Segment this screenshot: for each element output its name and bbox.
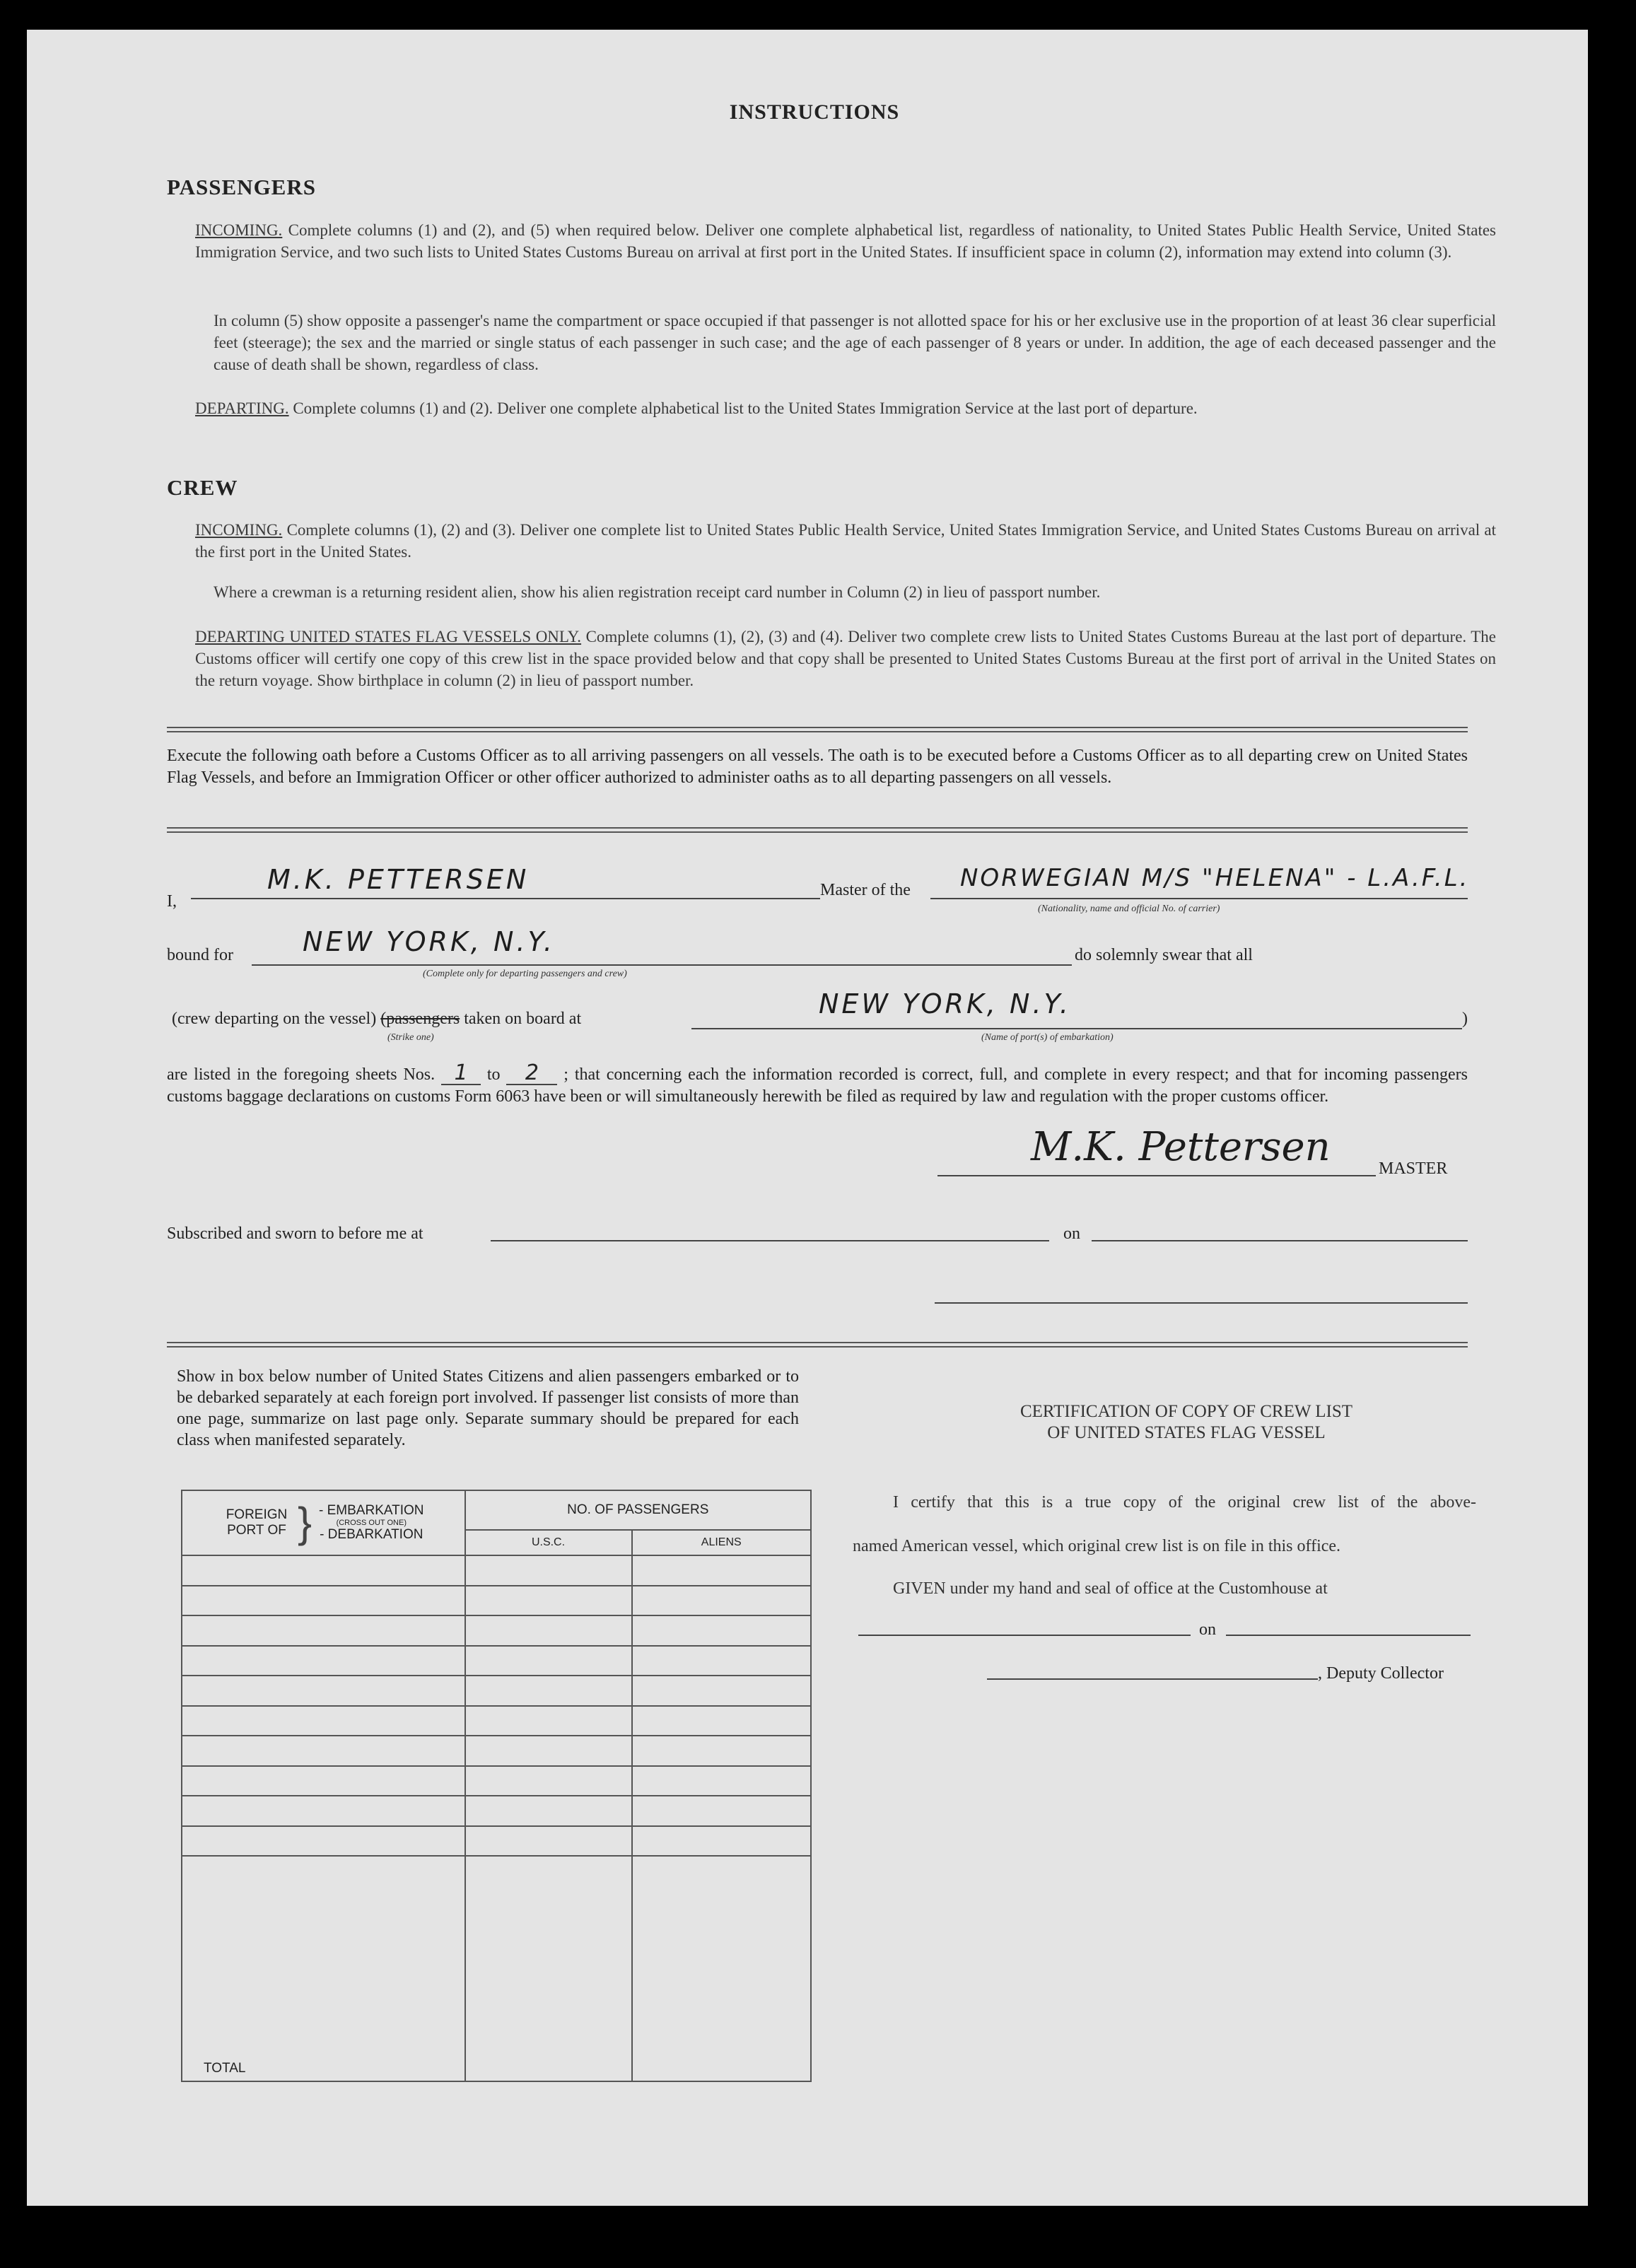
- strike-one-caption: (Strike one): [387, 1032, 434, 1043]
- port-embarkation-value: NEW YORK, N.Y.: [819, 988, 1071, 1019]
- crew-option-label: (crew departing on the vessel): [172, 1010, 377, 1028]
- table-row[interactable]: [182, 1766, 811, 1796]
- usc-cell[interactable]: [465, 1736, 632, 1766]
- usc-cell[interactable]: [465, 1766, 632, 1796]
- aliens-header: ALIENS: [632, 1530, 812, 1555]
- bound-for-caption: (Complete only for departing passengers and crew): [423, 969, 627, 979]
- usc-cell[interactable]: [465, 1796, 632, 1826]
- passengers-struck-option: (passengers: [380, 1010, 460, 1028]
- bound-for-value: NEW YORK, N.Y.: [303, 926, 555, 957]
- usc-cell[interactable]: [465, 1586, 632, 1616]
- vessel-field[interactable]: [930, 898, 1468, 899]
- master-label: MASTER: [1379, 1159, 1448, 1178]
- section-divider: [167, 727, 1468, 732]
- table-row[interactable]: [182, 1826, 811, 1857]
- port-caption: (Name of port(s) of embarkation): [981, 1032, 1114, 1043]
- swear-label: do solemnly swear that all: [1075, 946, 1253, 964]
- usc-header: U.S.C.: [465, 1530, 632, 1555]
- crew-incoming-text: Complete columns (1), (2) and (3). Deliver one complete list to United States Public Health Service, United States Immigration Service, and United States Customs Bureau on arrival at the first port in the United States.: [195, 521, 1497, 561]
- master-name-field[interactable]: [191, 898, 820, 899]
- table-row[interactable]: [182, 1736, 811, 1766]
- sworn-on-label: on: [1063, 1224, 1080, 1243]
- certification-text-3: GIVEN under my hand and seal of office at the Customhouse at: [893, 1579, 1328, 1598]
- crew-heading: CREW: [167, 475, 238, 500]
- table-row[interactable]: [182, 1796, 811, 1826]
- aliens-cell[interactable]: [632, 1586, 812, 1616]
- certification-text-1: I certify that this is a true copy of the original crew list of the above-: [893, 1493, 1476, 1512]
- taken-on-board-label: taken on board at: [464, 1010, 582, 1028]
- aliens-cell[interactable]: [632, 1646, 812, 1676]
- usc-total-cell[interactable]: [465, 1856, 632, 2081]
- aliens-cell[interactable]: [632, 1676, 812, 1706]
- passengers-incoming-instruction: [195, 219, 1496, 263]
- bound-for-field[interactable]: [252, 964, 1072, 966]
- debarkation-label: - DEBARKATION: [320, 1527, 423, 1542]
- close-paren: ): [1462, 1010, 1468, 1028]
- port-cell[interactable]: [182, 1796, 465, 1826]
- deputy-collector-signature-field[interactable]: [987, 1678, 1318, 1680]
- section-divider: [167, 827, 1468, 833]
- crew-departing-option: [172, 1010, 581, 1029]
- usc-cell[interactable]: [465, 1706, 632, 1736]
- table-row[interactable]: [182, 1706, 811, 1736]
- master-signature: M.K. Pettersen: [1031, 1124, 1331, 1170]
- passengers-heading: PASSENGERS: [167, 175, 316, 199]
- port-cell[interactable]: [182, 1586, 465, 1616]
- aliens-cell[interactable]: [632, 1555, 812, 1586]
- oath-instruction: Execute the following oath before a Customs Officer as to all arriving passengers on all vessels. The oath is to be executed before a Customs Officer as to all departing crew on United States Flag Vessels, and before an Immigration Officer or other officer authorized to administer oaths as to all departing passengers on all vessels.: [167, 747, 1468, 787]
- aliens-cell[interactable]: [632, 1615, 812, 1646]
- vessel-value: NORWEGIAN M/S "HELENA" - L.A.F.L.: [960, 864, 1470, 892]
- form-page: [27, 30, 1588, 2206]
- port-cell[interactable]: [182, 1826, 465, 1857]
- total-label: TOTAL: [182, 1856, 465, 2081]
- port-cell[interactable]: [182, 1676, 465, 1706]
- crew-departing-instruction: [195, 626, 1496, 691]
- page-title: INSTRUCTIONS: [729, 100, 900, 124]
- passengers-incoming-text: Complete columns (1) and (2), and (5) when required below. Deliver one complete alphabetical list, regardless of nationality, to United States Public Health Service, United States Immigration Service, and two such lists to United States Customs Bureau on arrival at first port in the United States. If insufficient space in column (2), information may extend into column (3).: [195, 221, 1496, 261]
- crew-departing-label: DEPARTING UNITED STATES FLAG VESSELS ONLY.: [195, 628, 582, 645]
- aliens-cell[interactable]: [632, 1766, 812, 1796]
- sheets-statement: [167, 1062, 1468, 1108]
- foreign-port-of-label: FOREIGN PORT OF: [226, 1507, 288, 1538]
- aliens-cell[interactable]: [632, 1826, 812, 1857]
- usc-cell[interactable]: [465, 1646, 632, 1676]
- to-label: to: [486, 1065, 501, 1084]
- section-divider: [167, 1342, 1468, 1348]
- oath-i-label: I,: [167, 892, 177, 911]
- passenger-summary-table: [181, 1490, 812, 2082]
- cross-out-label: (CROSS OUT ONE): [336, 1519, 407, 1527]
- port-cell[interactable]: [182, 1766, 465, 1796]
- port-cell[interactable]: [182, 1555, 465, 1586]
- sheets-label: are listed in the foregoing sheets Nos.: [167, 1065, 436, 1084]
- certification-title-2: OF UNITED STATES FLAG VESSEL: [1047, 1423, 1326, 1442]
- certification-on-label: on: [1199, 1620, 1216, 1639]
- vessel-caption: (Nationality, name and official No. of carrier): [1038, 904, 1220, 914]
- embarkation-label: - EMBARKATION: [319, 1503, 424, 1518]
- master-of-label: Master of the: [820, 881, 911, 899]
- subscribed-label: Subscribed and sworn to before me at: [167, 1224, 423, 1243]
- port-cell[interactable]: [182, 1706, 465, 1736]
- aliens-cell[interactable]: [632, 1796, 812, 1826]
- usc-cell[interactable]: [465, 1826, 632, 1857]
- crew-returning-text: Where a crewman is a returning resident alien, show his alien registration receipt card number in Column (2) in lieu of passport number.: [214, 583, 1101, 601]
- port-cell[interactable]: [182, 1646, 465, 1676]
- officer-signature-field[interactable]: [935, 1302, 1468, 1304]
- usc-cell[interactable]: [465, 1555, 632, 1586]
- deputy-collector-label: , Deputy Collector: [1318, 1664, 1444, 1683]
- port-cell[interactable]: [182, 1736, 465, 1766]
- master-signature-line[interactable]: [937, 1175, 1376, 1176]
- customhouse-field[interactable]: [858, 1635, 1191, 1636]
- table-row[interactable]: [182, 1586, 811, 1616]
- certification-text-2: named American vessel, which original crew list is on file in this office.: [853, 1537, 1341, 1555]
- passengers-column5-text: In column (5) show opposite a passenger's name the compartment or space occupied if that passenger is not allotted space for his or her exclusive use in the proportion of at least 36 clear superficial feet (steerage); the sex and the married or single status of each passenger in such case; and the age of each passenger of 8 years or under. In addition, the age of each deceased passenger and the cause of death shall be shown, regardless of class.: [214, 312, 1496, 373]
- crew-departing-text: Complete columns (1), (2), (3) and (4). Deliver two complete crew lists to United States Customs Bureau at the last port of departure. The Customs officer will certify one copy of this crew list in the space provided below and that copy shall be presented to United States Customs Bureau at the first port of arrival in the United States on the return voyage. Show birthplace in column (2) in lieu of passport number.: [195, 628, 1497, 689]
- table-row[interactable]: [182, 1615, 811, 1646]
- sheets-statement-text: ; that concerning each the information recorded is correct, full, and complete in every respect; and that for incoming passengers customs baggage declarations on customs Form 6063 have been or will simultaneously herewith be filed as required by law and regulation with the proper customs officer.: [167, 1065, 1468, 1106]
- aliens-cell[interactable]: [632, 1706, 812, 1736]
- sworn-date-field[interactable]: [1092, 1240, 1468, 1241]
- aliens-cell[interactable]: [632, 1736, 812, 1766]
- port-embarkation-field[interactable]: [691, 1028, 1462, 1029]
- master-name-value: M.K. PETTERSEN: [267, 864, 530, 895]
- crew-incoming-instruction: [195, 519, 1496, 563]
- usc-cell[interactable]: [465, 1615, 632, 1646]
- no-passengers-header: NO. OF PASSENGERS: [465, 1490, 811, 1530]
- certification-date-field[interactable]: [1226, 1635, 1471, 1636]
- table-row[interactable]: [182, 1555, 811, 1586]
- passengers-departing-text: Complete columns (1) and (2). Deliver one complete alphabetical list to the United States Immigration Service at the last port of departure.: [293, 399, 1198, 417]
- passengers-departing-label: DEPARTING.: [195, 399, 289, 417]
- aliens-total-cell[interactable]: [632, 1856, 812, 2081]
- sheet-from-field[interactable]: 1: [441, 1062, 481, 1085]
- port-header: [182, 1490, 465, 1555]
- passengers-incoming-label: INCOMING.: [195, 221, 283, 239]
- total-row[interactable]: [182, 1856, 811, 2081]
- sheet-to-field[interactable]: 2: [506, 1062, 557, 1085]
- crew-incoming-label: INCOMING.: [195, 521, 283, 539]
- summary-instruction: Show in box below number of United States Citizens and alien passengers embarked or to be debarked separately at each foreign port involved. If passenger list consists of more than one page, summarize on last page only. Separate summary should be prepared for each class when manifested separately.: [177, 1367, 799, 1449]
- usc-cell[interactable]: [465, 1676, 632, 1706]
- bound-for-label: bound for: [167, 946, 233, 964]
- table-row[interactable]: [182, 1646, 811, 1676]
- port-cell[interactable]: [182, 1615, 465, 1646]
- sworn-place-field[interactable]: [491, 1240, 1049, 1241]
- brace-icon: }: [297, 1499, 312, 1546]
- passengers-departing-instruction: [195, 397, 1496, 419]
- certification-title-1: CERTIFICATION OF COPY OF CREW LIST: [1019, 1402, 1353, 1421]
- table-row[interactable]: [182, 1676, 811, 1706]
